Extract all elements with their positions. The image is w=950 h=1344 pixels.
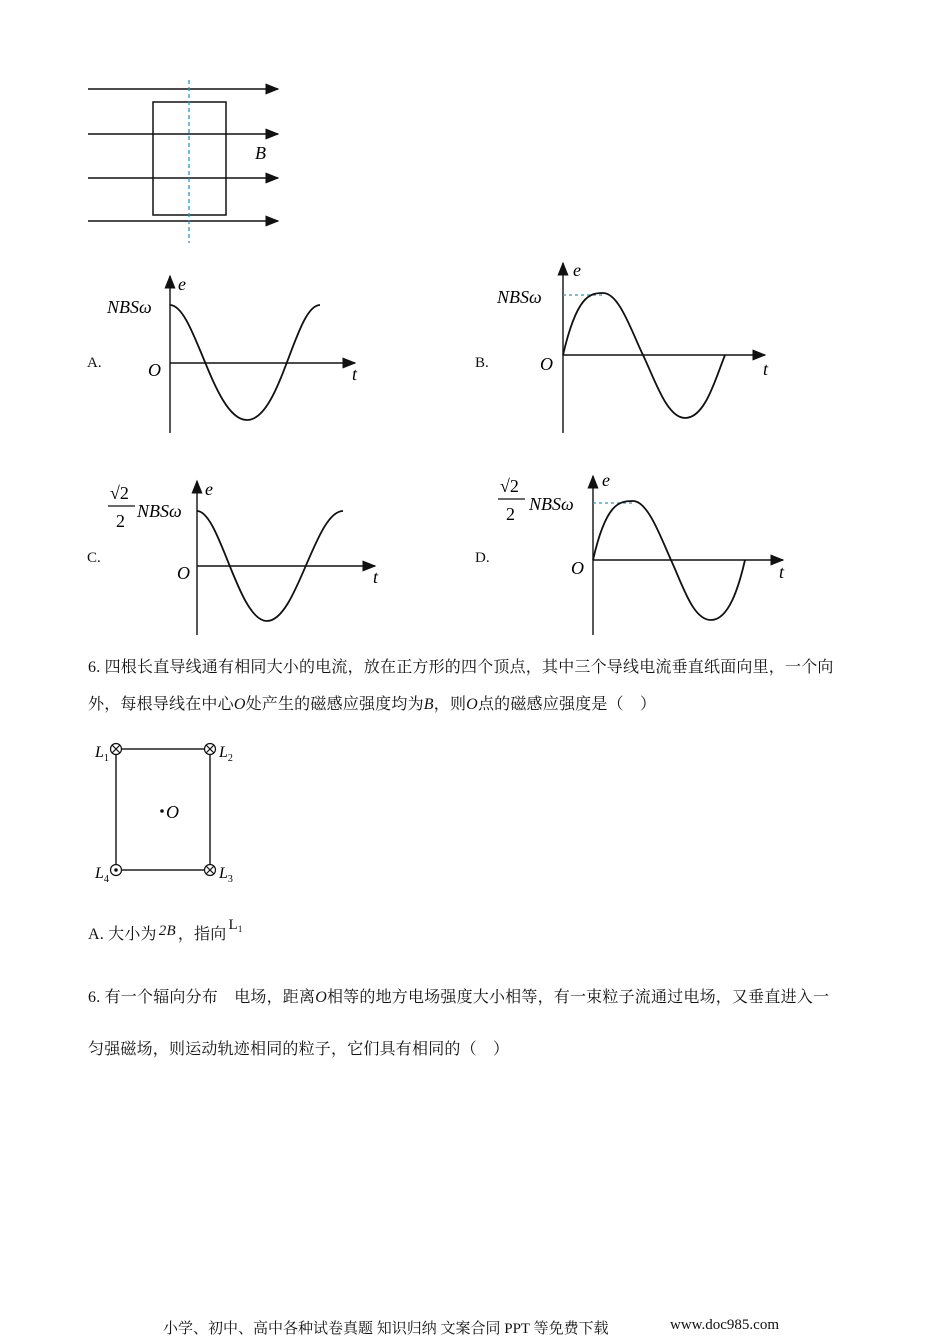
option-b-origin: O bbox=[540, 354, 553, 374]
q6a-option-a-value: 2B bbox=[158, 923, 176, 939]
q6a-line2 bbox=[88, 695, 656, 715]
option-b-letter: B. bbox=[475, 355, 489, 371]
corner-l3-sub: 3 bbox=[227, 874, 233, 885]
option-a-axis-t: t bbox=[352, 364, 358, 384]
q6b-line1-part1: 6. 有一个辐向分布 电场，距离 bbox=[88, 989, 316, 1006]
svg-text:L2 bbox=[218, 744, 233, 764]
option-c-axis-e: e bbox=[205, 479, 213, 499]
option-d-axis-e: e bbox=[602, 470, 610, 490]
q6b-line2: 匀强磁场，则运动轨迹相同的粒子，它们具有相同的（ ） bbox=[88, 1041, 510, 1058]
option-b-graph bbox=[495, 255, 785, 440]
center-point bbox=[160, 809, 164, 813]
option-c-origin: O bbox=[177, 563, 190, 583]
center-label: O bbox=[166, 802, 179, 822]
option-d-origin: O bbox=[571, 558, 584, 578]
option-c-sqrt-num: √2 bbox=[110, 483, 129, 503]
corner-l4-name: L bbox=[95, 865, 104, 882]
footer-url: www.doc985.com bbox=[670, 1317, 780, 1333]
wire-l2-cross-icon bbox=[205, 744, 216, 755]
q6a-option-a-target-sub: 1 bbox=[237, 924, 243, 934]
square-wires-figure bbox=[90, 735, 250, 890]
q6b-line1-part2: 相等的地方电场强度大小相等，有一束粒子流通过电场，又垂直进入一 bbox=[326, 989, 830, 1006]
field-lines bbox=[88, 89, 278, 221]
wire-l4-dot-icon bbox=[111, 865, 122, 876]
option-d-peak-label: NBSω bbox=[529, 494, 574, 514]
q6a-option-a bbox=[88, 917, 243, 946]
corner-l4-sub: 4 bbox=[103, 874, 109, 885]
option-b-axis-e: e bbox=[573, 260, 581, 280]
corner-l1-sub: 1 bbox=[103, 753, 109, 764]
q6a-line2-o2: O bbox=[466, 696, 478, 713]
q6a-option-a-prefix: A. 大小为 bbox=[88, 926, 157, 943]
coil-field-figure bbox=[80, 75, 300, 245]
corner-l3-name: L bbox=[219, 865, 228, 882]
q6a-line2-o1: O bbox=[233, 696, 246, 713]
option-c-axis-t: t bbox=[373, 567, 379, 587]
wire-l3-cross-icon bbox=[205, 865, 216, 876]
q6a-line1: 6. 四根长直导线通有相同大小的电流，放在正方形的四个顶点，其中三个导线电流垂直纸面向里，一个向 bbox=[88, 659, 834, 676]
q6a-option-a-target: L bbox=[228, 917, 238, 933]
option-b-axis-t: t bbox=[763, 359, 769, 379]
corner-l1-name: L bbox=[95, 744, 104, 761]
svg-text:L4 bbox=[94, 865, 109, 885]
q6b-line1-o: O bbox=[315, 989, 327, 1006]
option-c-sqrt-den: 2 bbox=[116, 511, 125, 531]
option-b-peak-label: NBSω bbox=[497, 287, 542, 307]
option-a-peak-label: NBSω bbox=[107, 297, 152, 317]
option-d-sqrt-num: √2 bbox=[500, 476, 519, 496]
q6a-option-a-mid: ，指向 bbox=[177, 926, 227, 943]
option-a-axis-e: e bbox=[178, 274, 186, 294]
option-c-letter: C. bbox=[87, 550, 101, 566]
option-c-graph bbox=[105, 475, 395, 640]
option-d-sqrt-den: 2 bbox=[506, 504, 515, 524]
svg-text:L1 bbox=[94, 744, 109, 764]
option-d-axis-t: t bbox=[779, 562, 785, 582]
option-c-peak-label: NBSω bbox=[137, 501, 182, 521]
wire-l1-cross-icon bbox=[111, 744, 122, 755]
q6a-line2-part4: 点的磁感应强度是（ ） bbox=[477, 696, 657, 713]
q6a-line2-b: B bbox=[423, 696, 434, 713]
footer-left-text: 小学、初中、高中各种试卷真题 知识归纳 文案合同 PPT 等免费下载 bbox=[163, 1321, 609, 1337]
option-a-origin: O bbox=[148, 360, 161, 380]
option-d-graph bbox=[495, 470, 795, 640]
svg-text:L3 bbox=[218, 865, 233, 885]
q6b-line1 bbox=[88, 988, 829, 1008]
option-a-graph bbox=[105, 268, 370, 438]
q6a-line2-part2: 处产生的磁感应强度均为 bbox=[245, 696, 424, 713]
option-d-letter: D. bbox=[475, 550, 490, 566]
field-label: B bbox=[255, 143, 266, 163]
option-a-letter: A. bbox=[87, 355, 102, 371]
q6a-line2-part3: ，则 bbox=[433, 696, 467, 713]
corner-l2-sub: 2 bbox=[227, 753, 233, 764]
q6a-line2-part1: 外，每根导线在中心 bbox=[88, 696, 234, 713]
corner-l2-name: L bbox=[219, 744, 228, 761]
